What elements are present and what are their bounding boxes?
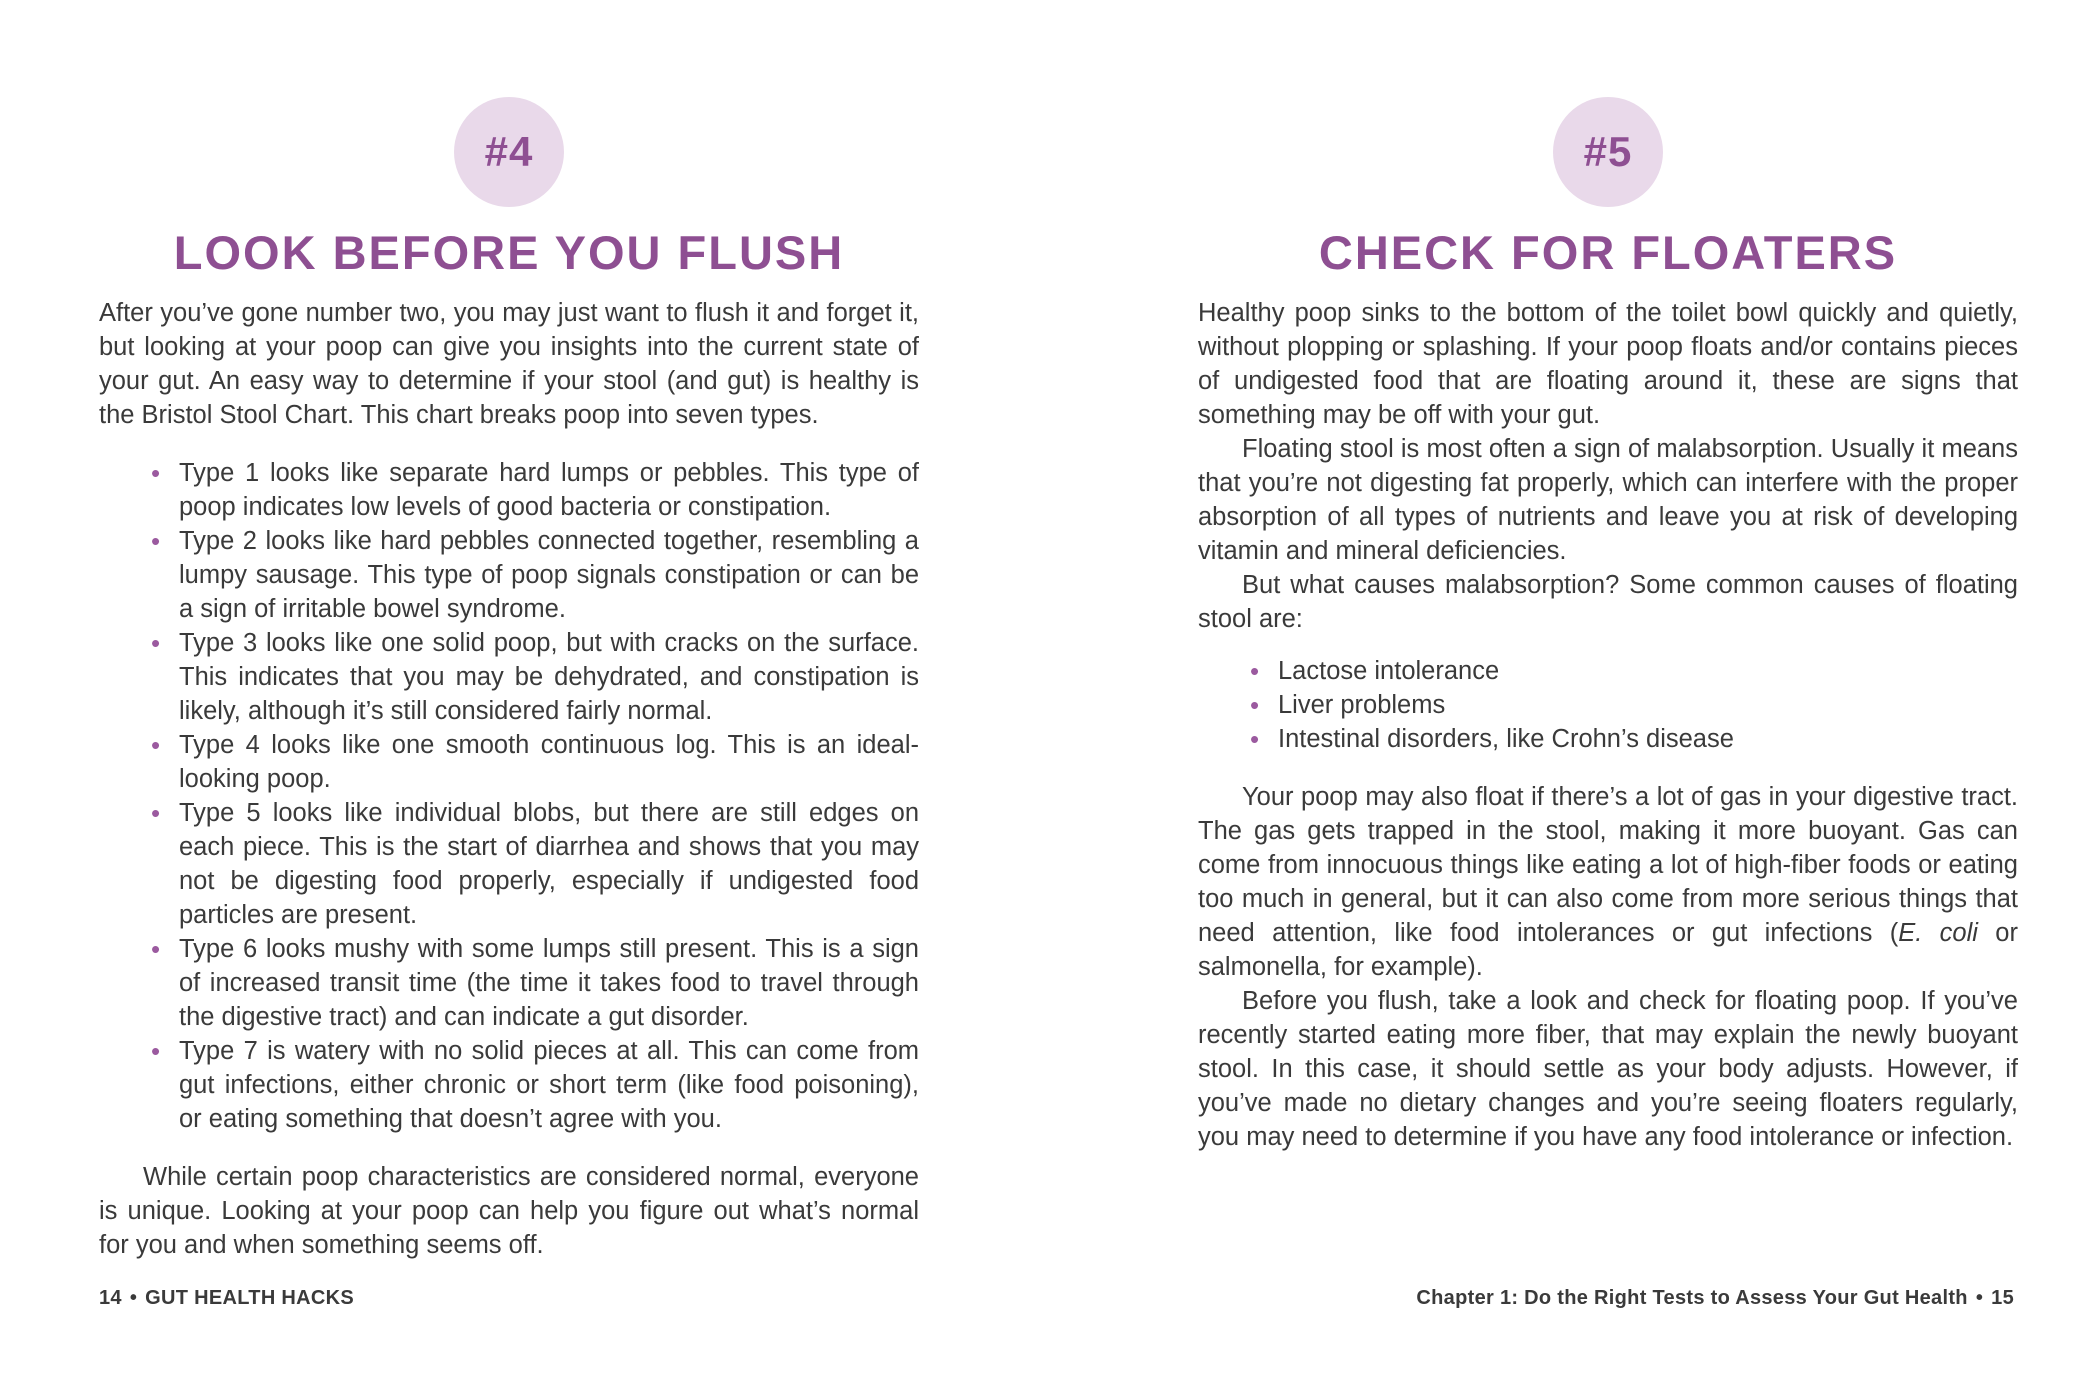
footer-separator: •: [1975, 1287, 1984, 1309]
chapter-title: Chapter 1: Do the Right Tests to Assess Your Gut Health: [1416, 1287, 1968, 1309]
paragraph: Before you flush, take a look and check for floating poop. If you’ve recently started eating more fiber, that may explain the newly buoyant stool. In this case, it should settle as your body adjusts. However, if you’ve made no dietary changes and you’re seeing floaters regularly, you may need to determine if you have any food intolerance or infection.: [1198, 987, 2018, 1151]
section-title: LOOK BEFORE YOU FLUSH: [173, 226, 845, 279]
intro-paragraph: After you’ve gone number two, you may just want to flush it and forget it, but looking at your poop can give you insights into the current state of your gut. An easy way to determine if your stool (and gut) is healthy is the Bristol Stool Chart. This chart breaks poop into seven types.: [99, 299, 919, 429]
list-item: • Intestinal disorders, like Crohn’s disease: [1278, 722, 2018, 756]
paragraph: Floating stool is most often a sign of malabsorption. Usually it means that you’re not digesting fat properly, which can interfere with the proper absorption of all types of nutrients and leave you at risk of developing vitamin and mineral deficiencies.: [1198, 435, 2018, 565]
italic-term: E. coli: [1898, 919, 1978, 947]
list-item: • Type 3 looks like one solid poop, but with cracks on the surface. This indicates that you may be dehydrated, and constipation is likely, although it’s still considered fairly normal.: [179, 626, 919, 728]
tip-number-badge: #5: [1553, 97, 1663, 207]
list-item: • Liver problems: [1278, 688, 2018, 722]
list-item: • Type 4 looks like one smooth continuous log. This is an ideal-looking poop.: [179, 728, 919, 796]
book-title: GUT HEALTH HACKS: [145, 1287, 355, 1309]
list-item: • Type 6 looks mushy with some lumps still present. This is a sign of increased transit time (the time it takes food to travel through the digestive tract) and can indicate a gut disorder.: [179, 932, 919, 1034]
list-item: • Type 5 looks like individual blobs, but there are still edges on each piece. This is the start of diarrhea and shows that you may not be digesting food properly, especially if undigested food particles are present.: [179, 796, 919, 932]
paragraph-text: or salmonella, for example).: [1198, 919, 2018, 981]
left-footer: [99, 1287, 354, 1310]
right-page: [1198, 0, 2018, 1154]
page-number: 15: [1991, 1287, 2014, 1309]
paragraph: [1198, 780, 2018, 984]
stool-types-list: [99, 456, 919, 1136]
list-item: • Lactose intolerance: [1278, 654, 2018, 688]
list-item: • Type 1 looks like separate hard lumps or pebbles. This type of poop indicates low levels of good bacteria or constipation.: [179, 456, 919, 524]
section-title: CHECK FOR FLOATERS: [1318, 226, 1898, 279]
paragraph: But what causes malabsorption? Some common causes of floating stool are:: [1198, 571, 2018, 633]
left-page: [99, 0, 919, 1262]
list-item: • Type 2 looks like hard pebbles connected together, resembling a lumpy sausage. This type of poop signals constipation or can be a sign of irritable bowel syndrome.: [179, 524, 919, 626]
page-number: 14: [99, 1287, 122, 1309]
closing-paragraph: While certain poop characteristics are considered normal, everyone is unique. Looking at your poop can help you figure out what’s normal for you and when something seems off.: [99, 1163, 919, 1259]
paragraph-text: Your poop may also float if there’s a lot of gas in your digestive tract. The gas gets trapped in the stool, making it more buoyant. Gas can come from innocuous things like eating a lot of high-fiber foods or eating too much in general, but it can also come from more serious things that need attention, like food intolerances or gut infections (: [1198, 783, 2018, 947]
paragraph: Healthy poop sinks to the bottom of the toilet bowl quickly and quietly, without plopping or splashing. If your poop floats and/or contains pieces of undigested food that are floating around it, these are signs that something may be off with your gut.: [1198, 299, 2018, 429]
right-footer: [1416, 1287, 2014, 1310]
list-item: • Type 7 is watery with no solid pieces at all. This can come from gut infections, either chronic or short term (like food poisoning), or eating something that doesn’t agree with you.: [179, 1034, 919, 1136]
tip-number-badge: #4: [454, 97, 564, 207]
footer-separator: •: [129, 1287, 138, 1309]
causes-list: [1198, 654, 2018, 756]
